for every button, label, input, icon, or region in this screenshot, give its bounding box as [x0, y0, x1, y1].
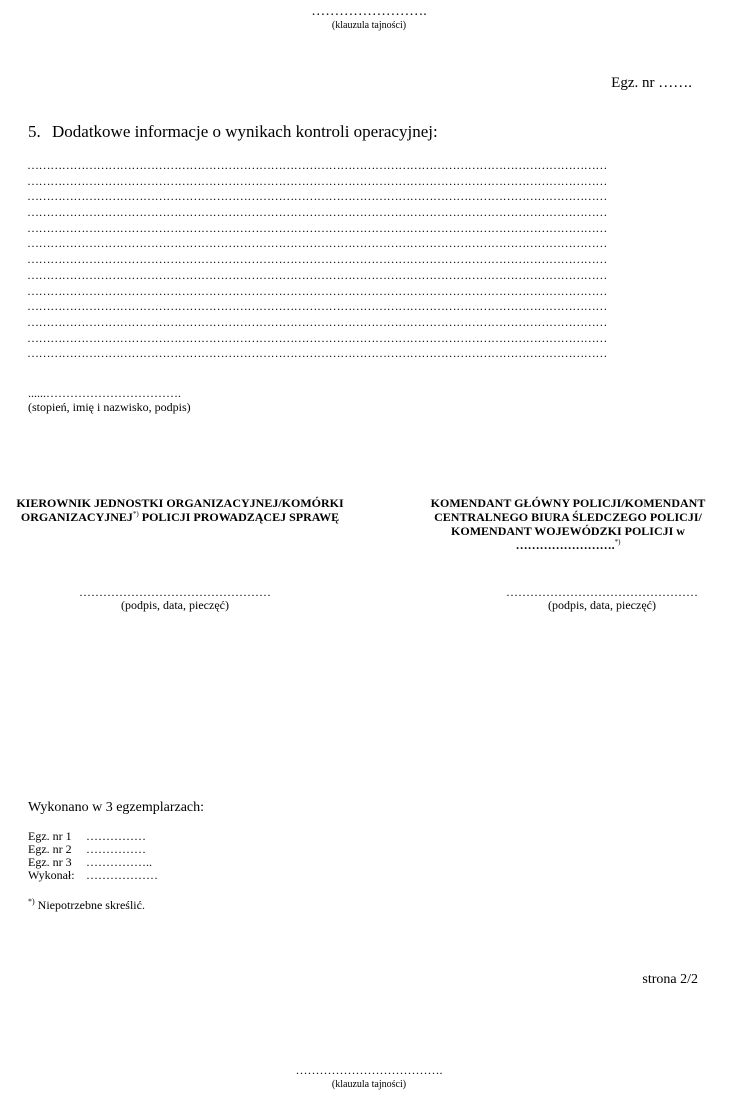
- copy-dots: ……………: [86, 842, 146, 856]
- fill-lines: [27, 158, 695, 362]
- bottom-classification-dots: ……………………………….: [295, 1063, 443, 1077]
- copy-row: [28, 869, 158, 882]
- top-classification-caption: (klauzula tajności): [331, 20, 407, 31]
- footnote-marker: *): [614, 538, 621, 546]
- fill-line: ……………………………………………………………………………………………………………………………………: [27, 158, 608, 172]
- copy-label: Egz. nr 1: [28, 829, 72, 843]
- unit-head-line-2a: ORGANIZACYJNEJ: [20, 510, 133, 524]
- author-signature-dots: ......…………………………….: [28, 386, 181, 400]
- commander-line-1: KOMENDANT GŁÓWNY POLICJI/KOMENDANT: [430, 496, 706, 510]
- left-signature-dots: …………………………………………: [79, 585, 271, 599]
- fill-line: ……………………………………………………………………………………………………………………………………: [27, 283, 608, 298]
- fill-line: ……………………………………………………………………………………………………………………………………: [27, 314, 608, 329]
- footnote-marker: *): [132, 510, 139, 518]
- fill-line: ……………………………………………………………………………………………………………………………………: [27, 220, 608, 235]
- made-in-copies: Wykonano w 3 egzemplarzach:: [28, 800, 205, 815]
- copy-dots: ………………: [86, 868, 158, 882]
- footnote-mark: *): [28, 897, 35, 906]
- commander-line-3: KOMENDANT WOJEWÓDZKI POLICJI w: [451, 524, 685, 538]
- fill-line: ……………………………………………………………………………………………………………………………………: [27, 189, 608, 204]
- fill-line: ……………………………………………………………………………………………………………………………………: [27, 346, 608, 361]
- fill-line: ……………………………………………………………………………………………………………………………………: [27, 205, 608, 220]
- copy-dots: ……………: [86, 829, 146, 843]
- right-signature-dots: …………………………………………: [506, 585, 698, 599]
- copy-label: Wykonał:: [28, 868, 75, 882]
- copy-number: Egz. nr …….: [611, 75, 692, 91]
- copy-label: Egz. nr 2: [28, 842, 72, 856]
- section-heading: [28, 122, 438, 142]
- footnote: [28, 898, 145, 913]
- commander-heading: [420, 496, 716, 552]
- copy-label: Egz. nr 3: [28, 855, 72, 869]
- top-classification-dots: …………………….: [311, 4, 427, 19]
- fill-line: ……………………………………………………………………………………………………………………………………: [27, 236, 608, 251]
- page-number: strona 2/2: [642, 972, 698, 987]
- footnote-text: Niepotrzebne skreślić.: [34, 898, 145, 912]
- unit-head-line-2: [10, 510, 350, 524]
- commander-line-4: [420, 538, 716, 552]
- fill-line: ……………………………………………………………………………………………………………………………………: [27, 330, 608, 345]
- fill-line: ……………………………………………………………………………………………………………………………………: [27, 173, 608, 188]
- section-number: 5.: [28, 122, 41, 141]
- unit-head-heading: [10, 496, 350, 524]
- section-title: Dodatkowe informacje o wynikach kontroli operacyjnej:: [52, 122, 438, 141]
- commander-line-4-dots: …………………….: [515, 538, 615, 552]
- fill-line: ……………………………………………………………………………………………………………………………………: [27, 252, 608, 267]
- left-signature-caption: (podpis, data, pieczęć): [121, 598, 229, 612]
- author-signature-caption: (stopień, imię i nazwisko, podpis): [28, 400, 191, 414]
- copy-dots: ……………..: [86, 855, 152, 869]
- unit-head-line-1: KIEROWNIK JEDNOSTKI ORGANIZACYJNEJ/KOMÓRKI: [16, 496, 344, 510]
- commander-line-2: CENTRALNEGO BIURA ŚLEDCZEGO POLICJI/: [434, 510, 702, 524]
- bottom-classification-caption: (klauzula tajności): [331, 1079, 407, 1090]
- right-signature-caption: (podpis, data, pieczęć): [548, 598, 656, 612]
- fill-line: ……………………………………………………………………………………………………………………………………: [27, 267, 608, 282]
- fill-line: ……………………………………………………………………………………………………………………………………: [27, 299, 608, 314]
- unit-head-line-2b: POLICJI PROWADZĄCEJ SPRAWĘ: [138, 510, 340, 524]
